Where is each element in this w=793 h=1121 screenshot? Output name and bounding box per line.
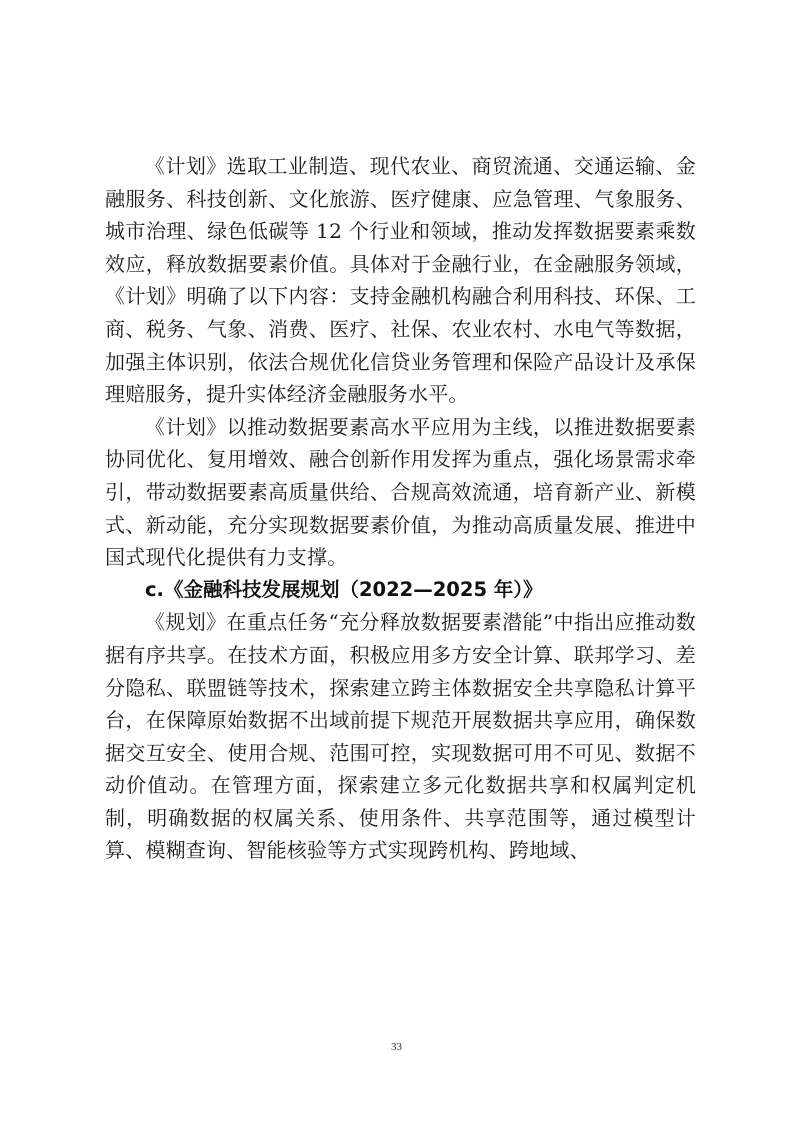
body-text xyxy=(105,150,696,867)
paragraph-plan-mainline: 《计划》以推动数据要素高水平应用为主线，以推进数据要素协同优化、复用增效、融合创新作用发挥为重点，强化场景需求牵引，带动数据要素高质量供给、合规高效流通，培育新产业、新模式、新动能，充分实现数据要素价值，为推动高质量发展、推进中国式现代化提供有力支撑。 xyxy=(105,414,696,570)
page-number: 33 xyxy=(391,1041,402,1053)
paragraph-fintech-plan: 《规划》在重点任务“充分释放数据要素潜能”中指出应推动数据有序共享。在技术方面，积极应用多方安全计算、联邦学习、差分隐私、联盟链等技术，探索建立跨主体数据安全共享隐私计算平台，在保障原始数据不出域前提下规范开展数据共享应用，确保数据交互安全、使用合规、范围可控，实现数据可用不可见、数据不动价值动。在管理方面，探索建立多元化数据共享和权属判定机制，明确数据的权属关系、使用条件、共享范围等，通过模型计算、模糊查询、智能核验等方式实现跨机构、跨地域、 xyxy=(105,610,696,863)
section-heading: c.《金融科技发展规划（2022—2025 年）》 xyxy=(145,577,543,601)
paragraph-plan-industries: 《计划》选取工业制造、现代农业、商贸流通、交通运输、金融服务、科技创新、文化旅游、医疗健康、应急管理、气象服务、城市治理、绿色低碳等 12 个行业和领域，推动发挥数据要素乘数效应，释放数据要素价值。具体对于金融行业，在金融服务领域，《计划》明确了以下内容：支持金融机构融合利用科技、环保、工商、税务、气象、消费、医疗、社保、农业农村、水电气等数据，加强主体识别，依法合规优化信贷业务管理和保险产品设计及承保理赔服务，提升实体经济金融服务水平。 xyxy=(105,154,696,407)
